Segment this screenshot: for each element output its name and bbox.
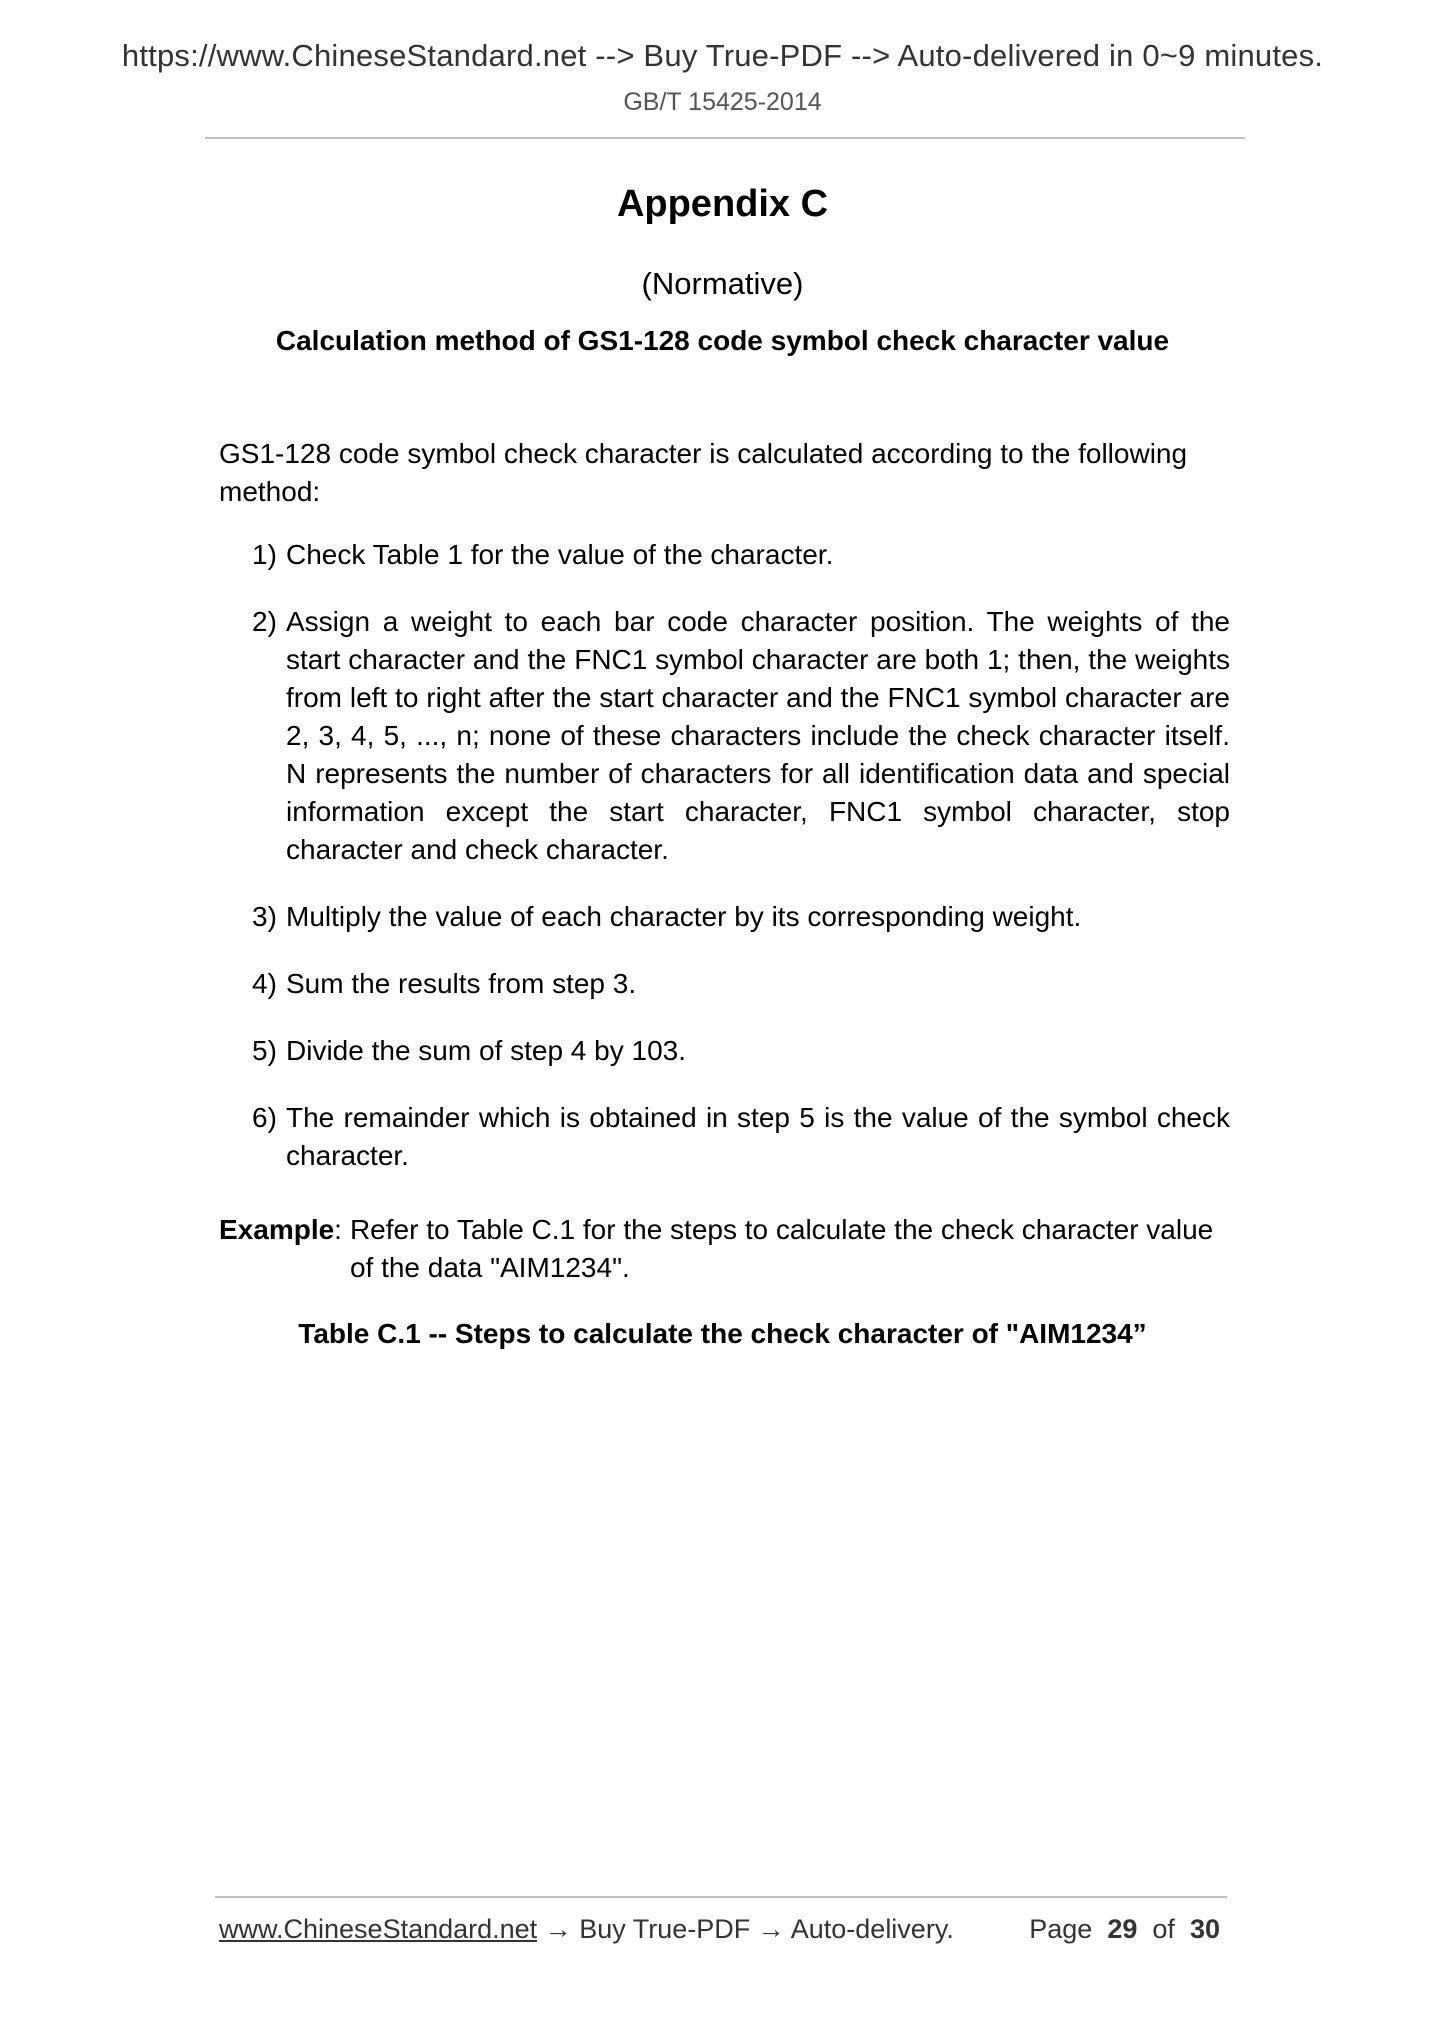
step-item bbox=[219, 536, 1230, 574]
intro-paragraph: GS1-128 code symbol check character is calculated according to the following method: bbox=[219, 438, 1188, 507]
example-separator: : bbox=[334, 1214, 342, 1245]
step-text: Multiply the value of each character by its corresponding weight. bbox=[286, 901, 1082, 932]
step-number: 5) bbox=[252, 1035, 277, 1066]
footer-site-link[interactable]: www.ChineseStandard.net bbox=[219, 1914, 538, 1944]
example-text: Refer to Table C.1 for the steps to calculate the check character value of the data "AIM1234". bbox=[349, 1214, 1214, 1283]
footer-promo bbox=[219, 1914, 954, 1945]
table-caption: Table C.1 -- Steps to calculate the check character of "AIM1234” bbox=[298, 1318, 1147, 1349]
step-text: Check Table 1 for the value of the character. bbox=[286, 539, 834, 570]
page-indicator bbox=[1029, 1914, 1220, 1945]
step-number: 2) bbox=[252, 606, 277, 637]
step-item bbox=[219, 1099, 1230, 1175]
footer-divider bbox=[215, 1896, 1227, 1898]
url-banner: https://www.ChineseStandard.net --> Buy True-PDF --> Auto-delivered in 0~9 minutes. bbox=[121, 38, 1324, 73]
step-item bbox=[219, 603, 1230, 869]
step-item bbox=[219, 965, 1230, 1003]
example-paragraph bbox=[219, 1211, 1230, 1287]
page-total: 30 bbox=[1189, 1914, 1220, 1944]
step-text: Divide the sum of step 4 by 103. bbox=[286, 1035, 686, 1066]
step-number: 4) bbox=[252, 968, 277, 999]
footer-tagline: → Buy True-PDF → Auto-delivery. bbox=[537, 1914, 954, 1944]
body-content bbox=[219, 435, 1230, 1287]
step-number: 3) bbox=[252, 901, 277, 932]
step-number: 1) bbox=[252, 539, 277, 570]
step-text: Assign a weight to each bar code character position. The weights of the start character and the FNC1 symbol character are both 1; then, the weights from left to right after the start character and the FNC1 symbol character are 2, 3, 4, 5, ..., n; none of these characters include the check character itself. N represents the number of characters for all identification data and special information except the start character, FNC1 symbol character, stop character and check character. bbox=[286, 606, 1230, 865]
page-of-label: of bbox=[1152, 1914, 1175, 1944]
step-text: The remainder which is obtained in step 5 is the value of the symbol check character. bbox=[286, 1102, 1230, 1171]
header-divider bbox=[205, 137, 1245, 139]
step-text: Sum the results from step 3. bbox=[286, 968, 637, 999]
example-label: Example bbox=[219, 1214, 335, 1245]
appendix-title: Appendix C bbox=[616, 183, 829, 225]
appendix-type: (Normative) bbox=[641, 266, 804, 301]
page-label: Page bbox=[1029, 1914, 1093, 1944]
steps-list bbox=[219, 536, 1230, 1175]
standard-number: GB/T 15425-2014 bbox=[623, 88, 822, 116]
step-item bbox=[219, 898, 1230, 936]
page-current: 29 bbox=[1107, 1914, 1138, 1944]
step-item bbox=[219, 1032, 1230, 1070]
step-number: 6) bbox=[252, 1102, 277, 1133]
section-heading: Calculation method of GS1-128 code symbol check character value bbox=[275, 325, 1170, 356]
